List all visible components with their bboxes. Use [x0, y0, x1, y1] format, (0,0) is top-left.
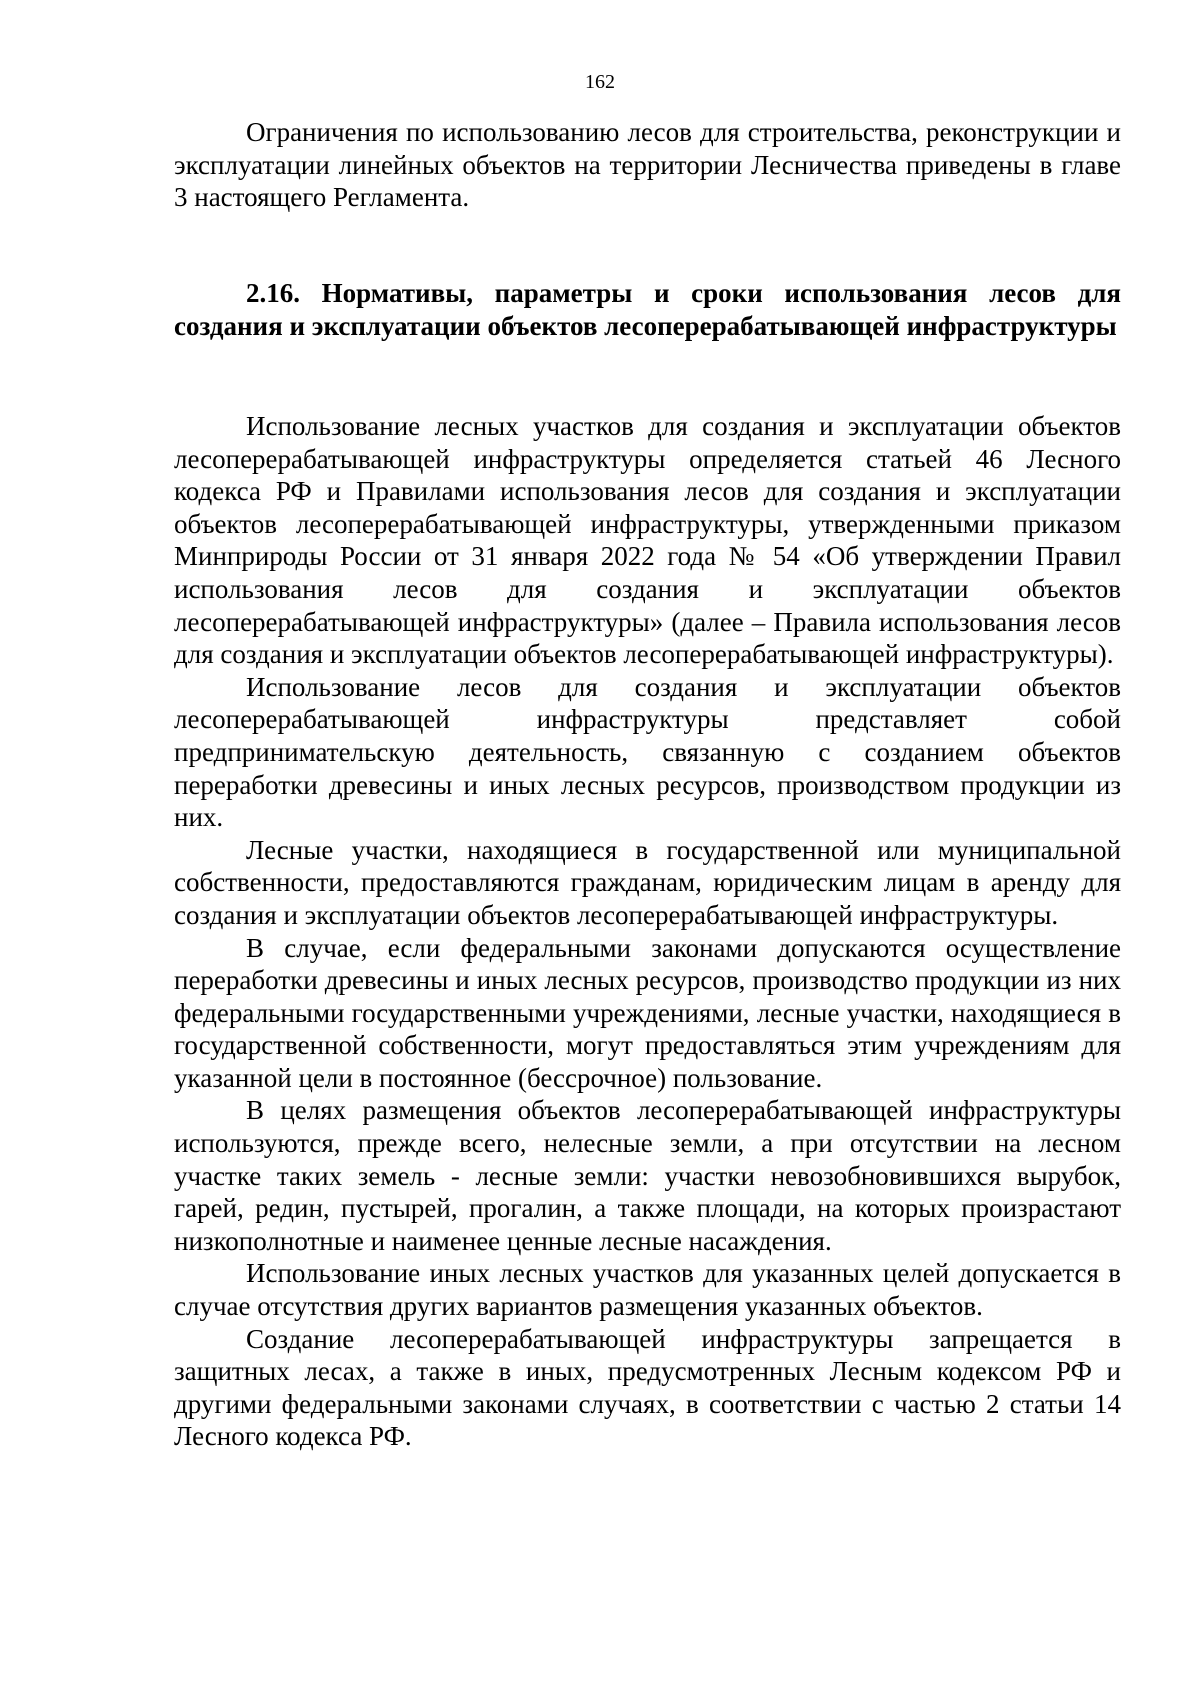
intro-paragraph: Ограничения по использованию лесов для строительства, реконструкции и эксплуатации линейных объектов на территории Лесничества приведены в главе 3 настоящего Регламента. [174, 117, 1121, 213]
body-paragraph: В целях размещения объектов лесоперерабатывающей инфраструктуры используются, прежде всего, нелесные земли, а при отсутствии на лесном участке таких земель - лесные земли: участки невозобновившихся вырубок, гарей, редин, пустырей, прогалин, а также площади, на которых произрастают низкополнотные и наименее ценные лесные насаждения. [174, 1095, 1121, 1256]
body-paragraph: Использование лесных участков для создания и эксплуатации объектов лесоперерабатывающей инфраструктуры определяется статьей 46 Лесного кодекса РФ и Правилами использования лесов для создания и эксплуатации объектов лесоперерабатывающей инфраструктуры, утвержденными приказом Минприроды России от 31 января 2022 года № 54 «Об утверждении Правил использования лесов для создания и эксплуатации объектов лесоперерабатывающей инфраструктуры» (далее – Правила использования лесов для создания и эксплуатации объектов лесоперерабатывающей инфраструктуры). [174, 411, 1121, 670]
body-paragraph: Лесные участки, находящиеся в государственной или муниципальной собственности, предоставляются гражданам, юридическим лицам в аренду для создания и эксплуатации объектов лесоперерабатывающей инфраструктуры. [174, 834, 1121, 930]
body-paragraph: Использование лесов для создания и эксплуатации объектов лесоперерабатывающей инфраструктуры представляет собой предпринимательскую деятельность, связанную с созданием объектов переработки древесины и иных лесных ресурсов, производством продукции из них. [174, 671, 1121, 833]
body-paragraph: Использование иных лесных участков для указанных целей допускается в случае отсутствия других вариантов размещения указанных объектов. [174, 1258, 1121, 1322]
page-number: 162 [585, 71, 615, 93]
intro-block [174, 116, 1121, 214]
section-body [174, 410, 1121, 1453]
body-paragraph: В случае, если федеральными законами допускаются осуществление переработки древесины и иных лесных ресурсов, производство продукции из них федеральными государственными учреждениями, лесные участки, находящиеся в государственной собственности, могут предоставляться этим учреждениям для указанной цели в постоянное (бессрочное) пользование. [174, 932, 1121, 1093]
section-heading: 2.16. Нормативы, параметры и сроки использования лесов для создания и эксплуатации объектов лесоперерабатывающей инфраструктуры [174, 278, 1121, 341]
body-paragraph: Создание лесоперерабатывающей инфраструктуры запрещается в защитных лесах, а также в иных, предусмотренных Лесным кодексом РФ и другими федеральными законами случаях, в соответствии с частью 2 статьи 14 Лесного кодекса РФ. [174, 1323, 1121, 1452]
